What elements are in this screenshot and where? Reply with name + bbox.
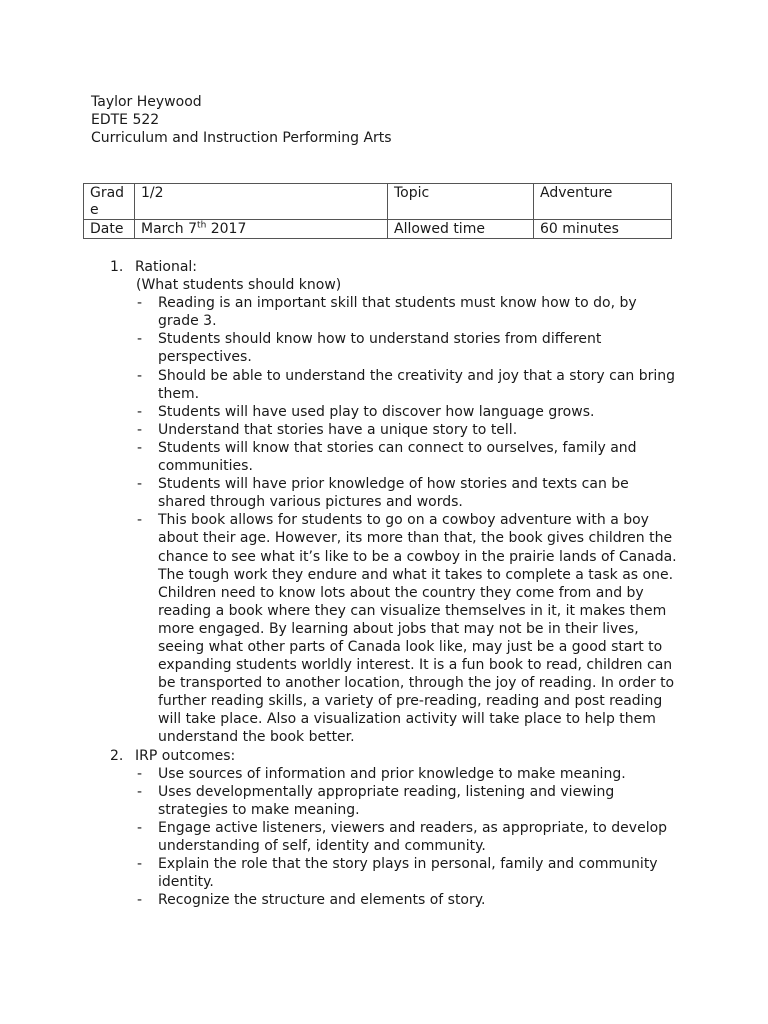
course-code: EDTE 522: [91, 112, 160, 128]
list-item: [110, 855, 680, 891]
date-year: 2017: [206, 221, 247, 237]
section-irp-outcomes: [110, 747, 680, 910]
dash-bullet: -: [137, 295, 143, 312]
date-label: Date: [84, 220, 135, 239]
section-rational: [110, 258, 680, 747]
list-item-text: Students will have prior knowledge of how stories and texts can be shared through various pictures and words.: [158, 476, 629, 511]
list-item-text: Understand that stories have a unique story to tell.: [158, 421, 518, 438]
topic-value: Adventure: [534, 184, 672, 220]
list-item-text: Engage active listeners, viewers and readers, as appropriate, to develop understanding of self, identity and community.: [158, 819, 668, 854]
list-item-text: Explain the role that the story plays in personal, family and community identity.: [158, 856, 658, 891]
list-item: [110, 891, 680, 909]
grade-label: Grade: [90, 185, 125, 218]
dash-bullet: -: [137, 403, 143, 420]
list-item: [110, 367, 680, 403]
dash-bullet: -: [137, 819, 143, 836]
list-item: [110, 439, 680, 475]
section-number: 1.: [110, 259, 124, 275]
list-item-text: Use sources of information and prior knowledge to make meaning.: [158, 765, 626, 782]
date-value: [135, 220, 388, 239]
rational-list: [110, 294, 680, 746]
list-item-text: Students will know that stories can connect to ourselves, family and communities.: [158, 439, 637, 475]
list-item: [110, 765, 680, 783]
dash-bullet: -: [137, 476, 143, 493]
table-row: [84, 220, 672, 239]
dash-bullet: -: [137, 765, 143, 782]
document-header: [91, 93, 392, 147]
grade-value: 1/2: [135, 184, 388, 220]
list-item: [110, 819, 680, 855]
section-subtitle: (What students should know): [136, 277, 342, 294]
list-item-text: Students should know how to understand stories from different perspectives.: [158, 331, 602, 366]
dash-bullet: -: [137, 892, 143, 909]
grade-label-cell: [84, 184, 135, 220]
list-item-text: This book allows for students to go on a cowboy adventure with a boy about their age. However, its more than that, the book gives children the chance to see what it’s like to be a cowboy in the prairie lands of Canada. The tough work they endure and what it takes to complete a task as one. Children need to know lots about the country they come from and by reading a book where they can visualize themselves in it, it makes them more engaged. By learning about jobs that may not be in their lives, seeing what other parts of Canada look like, may just be a good start to expanding students worldly interest. It is a fun book to read, children can be transported to another location, through the joy of reading. In order to further reading skills, a variety of pre-reading, reading and post reading will take place. Also a visualization activity will take place to help them understand the book better.: [158, 512, 677, 746]
time-label: Allowed time: [388, 220, 534, 239]
dash-bullet: -: [137, 421, 143, 438]
dash-bullet: -: [137, 512, 143, 529]
list-item: [110, 421, 680, 439]
dash-bullet: -: [137, 331, 143, 348]
date-day: March 7: [141, 221, 198, 237]
list-item-text: Students will have used play to discover how language grows.: [158, 403, 595, 420]
dash-bullet: -: [137, 783, 143, 800]
dash-bullet: -: [137, 439, 143, 456]
list-item-text: Reading is an important skill that students must know how to do, by grade 3.: [158, 295, 637, 330]
table-row: [84, 184, 672, 220]
section-number: 2.: [110, 747, 124, 764]
section-title: IRP outcomes:: [135, 747, 236, 764]
outcomes-list: [110, 765, 680, 910]
list-item: [110, 403, 680, 421]
topic-label: Topic: [388, 184, 534, 220]
section-title: Rational:: [135, 259, 198, 275]
time-value: 60 minutes: [534, 220, 672, 239]
date-suffix: th: [197, 220, 207, 231]
list-item: [110, 475, 680, 511]
list-item: [110, 783, 680, 819]
lesson-content: [110, 258, 680, 909]
list-item-text: Recognize the structure and elements of story.: [158, 892, 486, 909]
list-item: [110, 330, 680, 366]
list-item: [110, 294, 680, 330]
list-item: [110, 511, 680, 746]
list-item-text: Uses developmentally appropriate reading, listening and viewing strategies to make meaning.: [158, 783, 615, 818]
dash-bullet: -: [137, 367, 143, 384]
list-item-text: Should be able to understand the creativity and joy that a story can bring them.: [158, 367, 676, 402]
dash-bullet: -: [137, 856, 143, 873]
course-title: Curriculum and Instruction Performing Arts: [91, 130, 392, 146]
author-name: Taylor Heywood: [91, 94, 202, 110]
lesson-info-table: [83, 183, 672, 239]
